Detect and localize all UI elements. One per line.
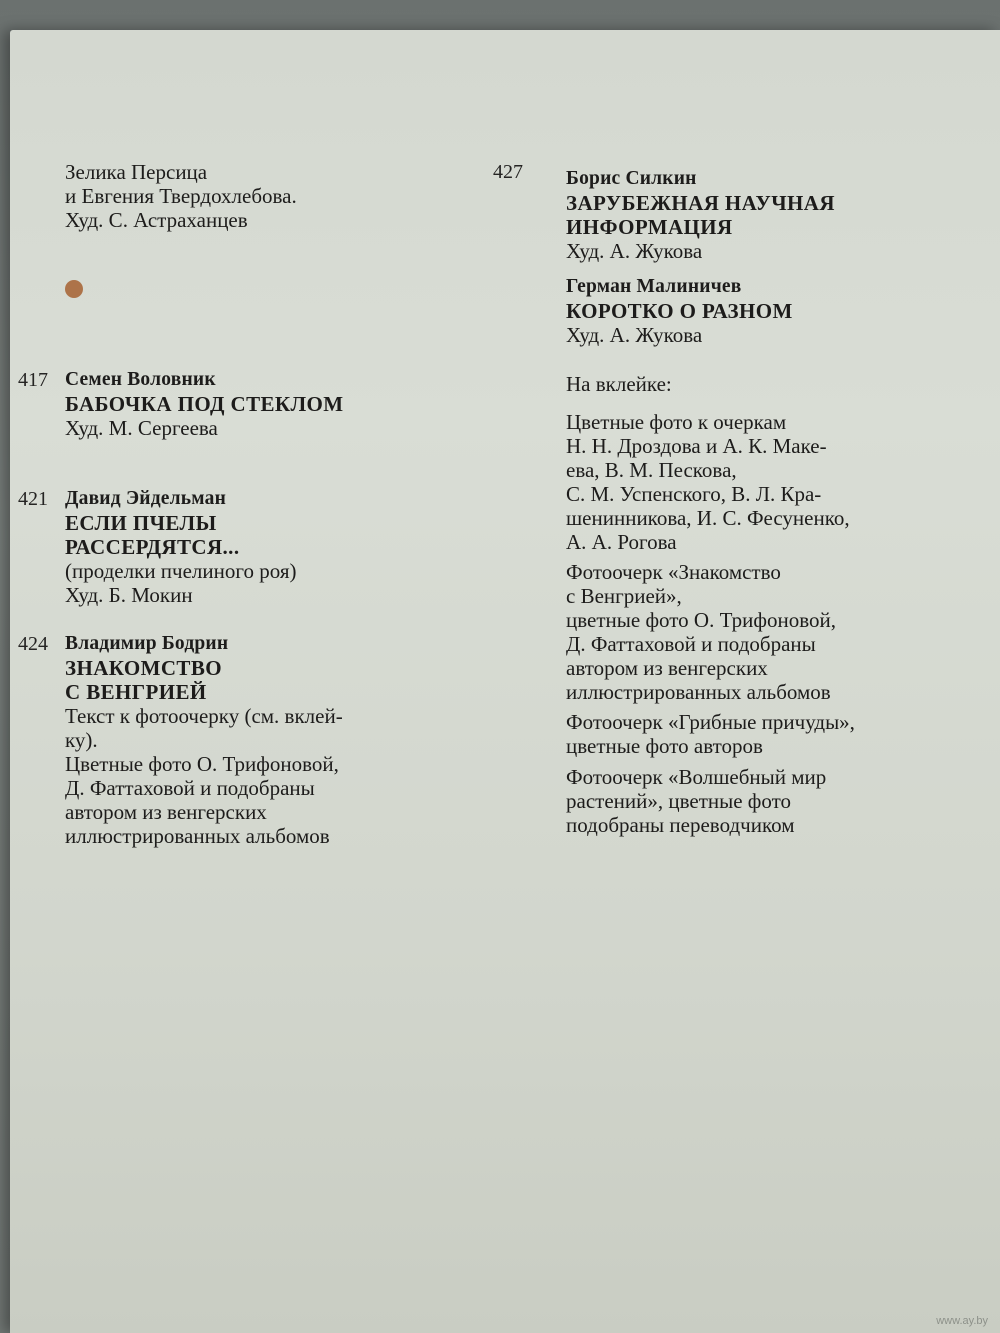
insert-line: Фотоочерк «Волшебный мир [566,765,827,789]
insert-block [566,410,850,554]
insert-line: цветные фото авторов [566,734,763,758]
page-number: 421 [18,488,48,510]
insert-block [566,765,826,837]
intro-line: Зелика Персица [65,160,208,184]
insert-block [566,710,855,758]
entry-title: ЗАРУБЕЖНАЯ НАУЧНАЯ [566,191,835,215]
entry-line: Худ. М. Сергеева [65,416,218,440]
insert-line: Фотоочерк «Знакомство [566,560,781,584]
insert-line: автором из венгерских [566,656,768,680]
entry-line: иллюстрированных альбомов [65,824,330,848]
page-number: 424 [18,633,48,655]
entry-title: ЕСЛИ ПЧЕЛЫ [65,511,217,535]
page-number: 427 [493,161,523,183]
entry-title: ЗНАКОМСТВО [65,656,222,680]
entry-line: Худ. Б. Мокин [65,583,193,607]
toc-entry [566,167,835,263]
entry-title: ИНФОРМАЦИЯ [566,215,733,239]
entry-line: (проделки пчелиного роя) [65,559,297,583]
entry-line: Текст к фотоочерку (см. вклей- [65,704,343,728]
entry-line: автором из венгерских [65,800,267,824]
insert-line: с Венгрией», [566,584,682,608]
insert-line: иллюстрированных альбомов [566,680,831,704]
entry-title: С ВЕНГРИЕЙ [65,680,207,704]
insert-line: Фотоочерк «Грибные причуды», [566,710,855,734]
intro-line: и Евгения Твердохлебова. [65,184,297,208]
insert-line: Н. Н. Дроздова и А. К. Маке- [566,434,827,458]
toc-entry [65,368,344,440]
intro-credits [65,160,297,232]
insert-line: цветные фото О. Трифоновой, [566,608,836,632]
insert-line: Цветные фото к очеркам [566,410,787,434]
entry-author: Владимир Бодрин [65,633,229,654]
insert-block [566,560,836,704]
site-watermark: www.ay.by [936,1315,988,1327]
insert-line: растений», цветные фото [566,789,792,813]
toc-entry [65,632,343,848]
insert-line: С. М. Успенского, В. Л. Кра- [566,482,822,506]
intro-line: Худ. С. Астраханцев [65,208,248,232]
entry-line: Д. Фаттаховой и подобраны [65,776,315,800]
insert-line: ева, В. М. Пескова, [566,458,737,482]
entry-line: Худ. А. Жукова [566,239,703,263]
toc-entry [566,275,793,347]
ink-stain-dot [65,280,83,298]
insert-line: Д. Фаттаховой и подобраны [566,632,816,656]
entry-author: Герман Малиничев [566,276,742,297]
insert-line: подобраны переводчиком [566,813,795,837]
entry-author: Борис Силкин [566,168,697,189]
entry-title: БАБОЧКА ПОД СТЕКЛОМ [65,392,344,416]
entry-author: Семен Воловник [65,369,216,390]
insert-line: А. А. Рогова [566,530,677,554]
page-number: 417 [18,369,48,391]
entry-line: ку). [65,728,98,752]
book-page [10,30,1000,1333]
entry-title: РАССЕРДЯТСЯ... [65,535,240,559]
toc-entry [65,487,296,607]
entry-line: Цветные фото О. Трифоновой, [65,752,339,776]
insert-line: шенинникова, И. С. Фесуненко, [566,506,850,530]
entry-title: КОРОТКО О РАЗНОМ [566,299,793,323]
entry-author: Давид Эйдельман [65,488,227,509]
entry-line: Худ. А. Жукова [566,323,703,347]
insert-heading: На вклейке: [566,372,672,396]
